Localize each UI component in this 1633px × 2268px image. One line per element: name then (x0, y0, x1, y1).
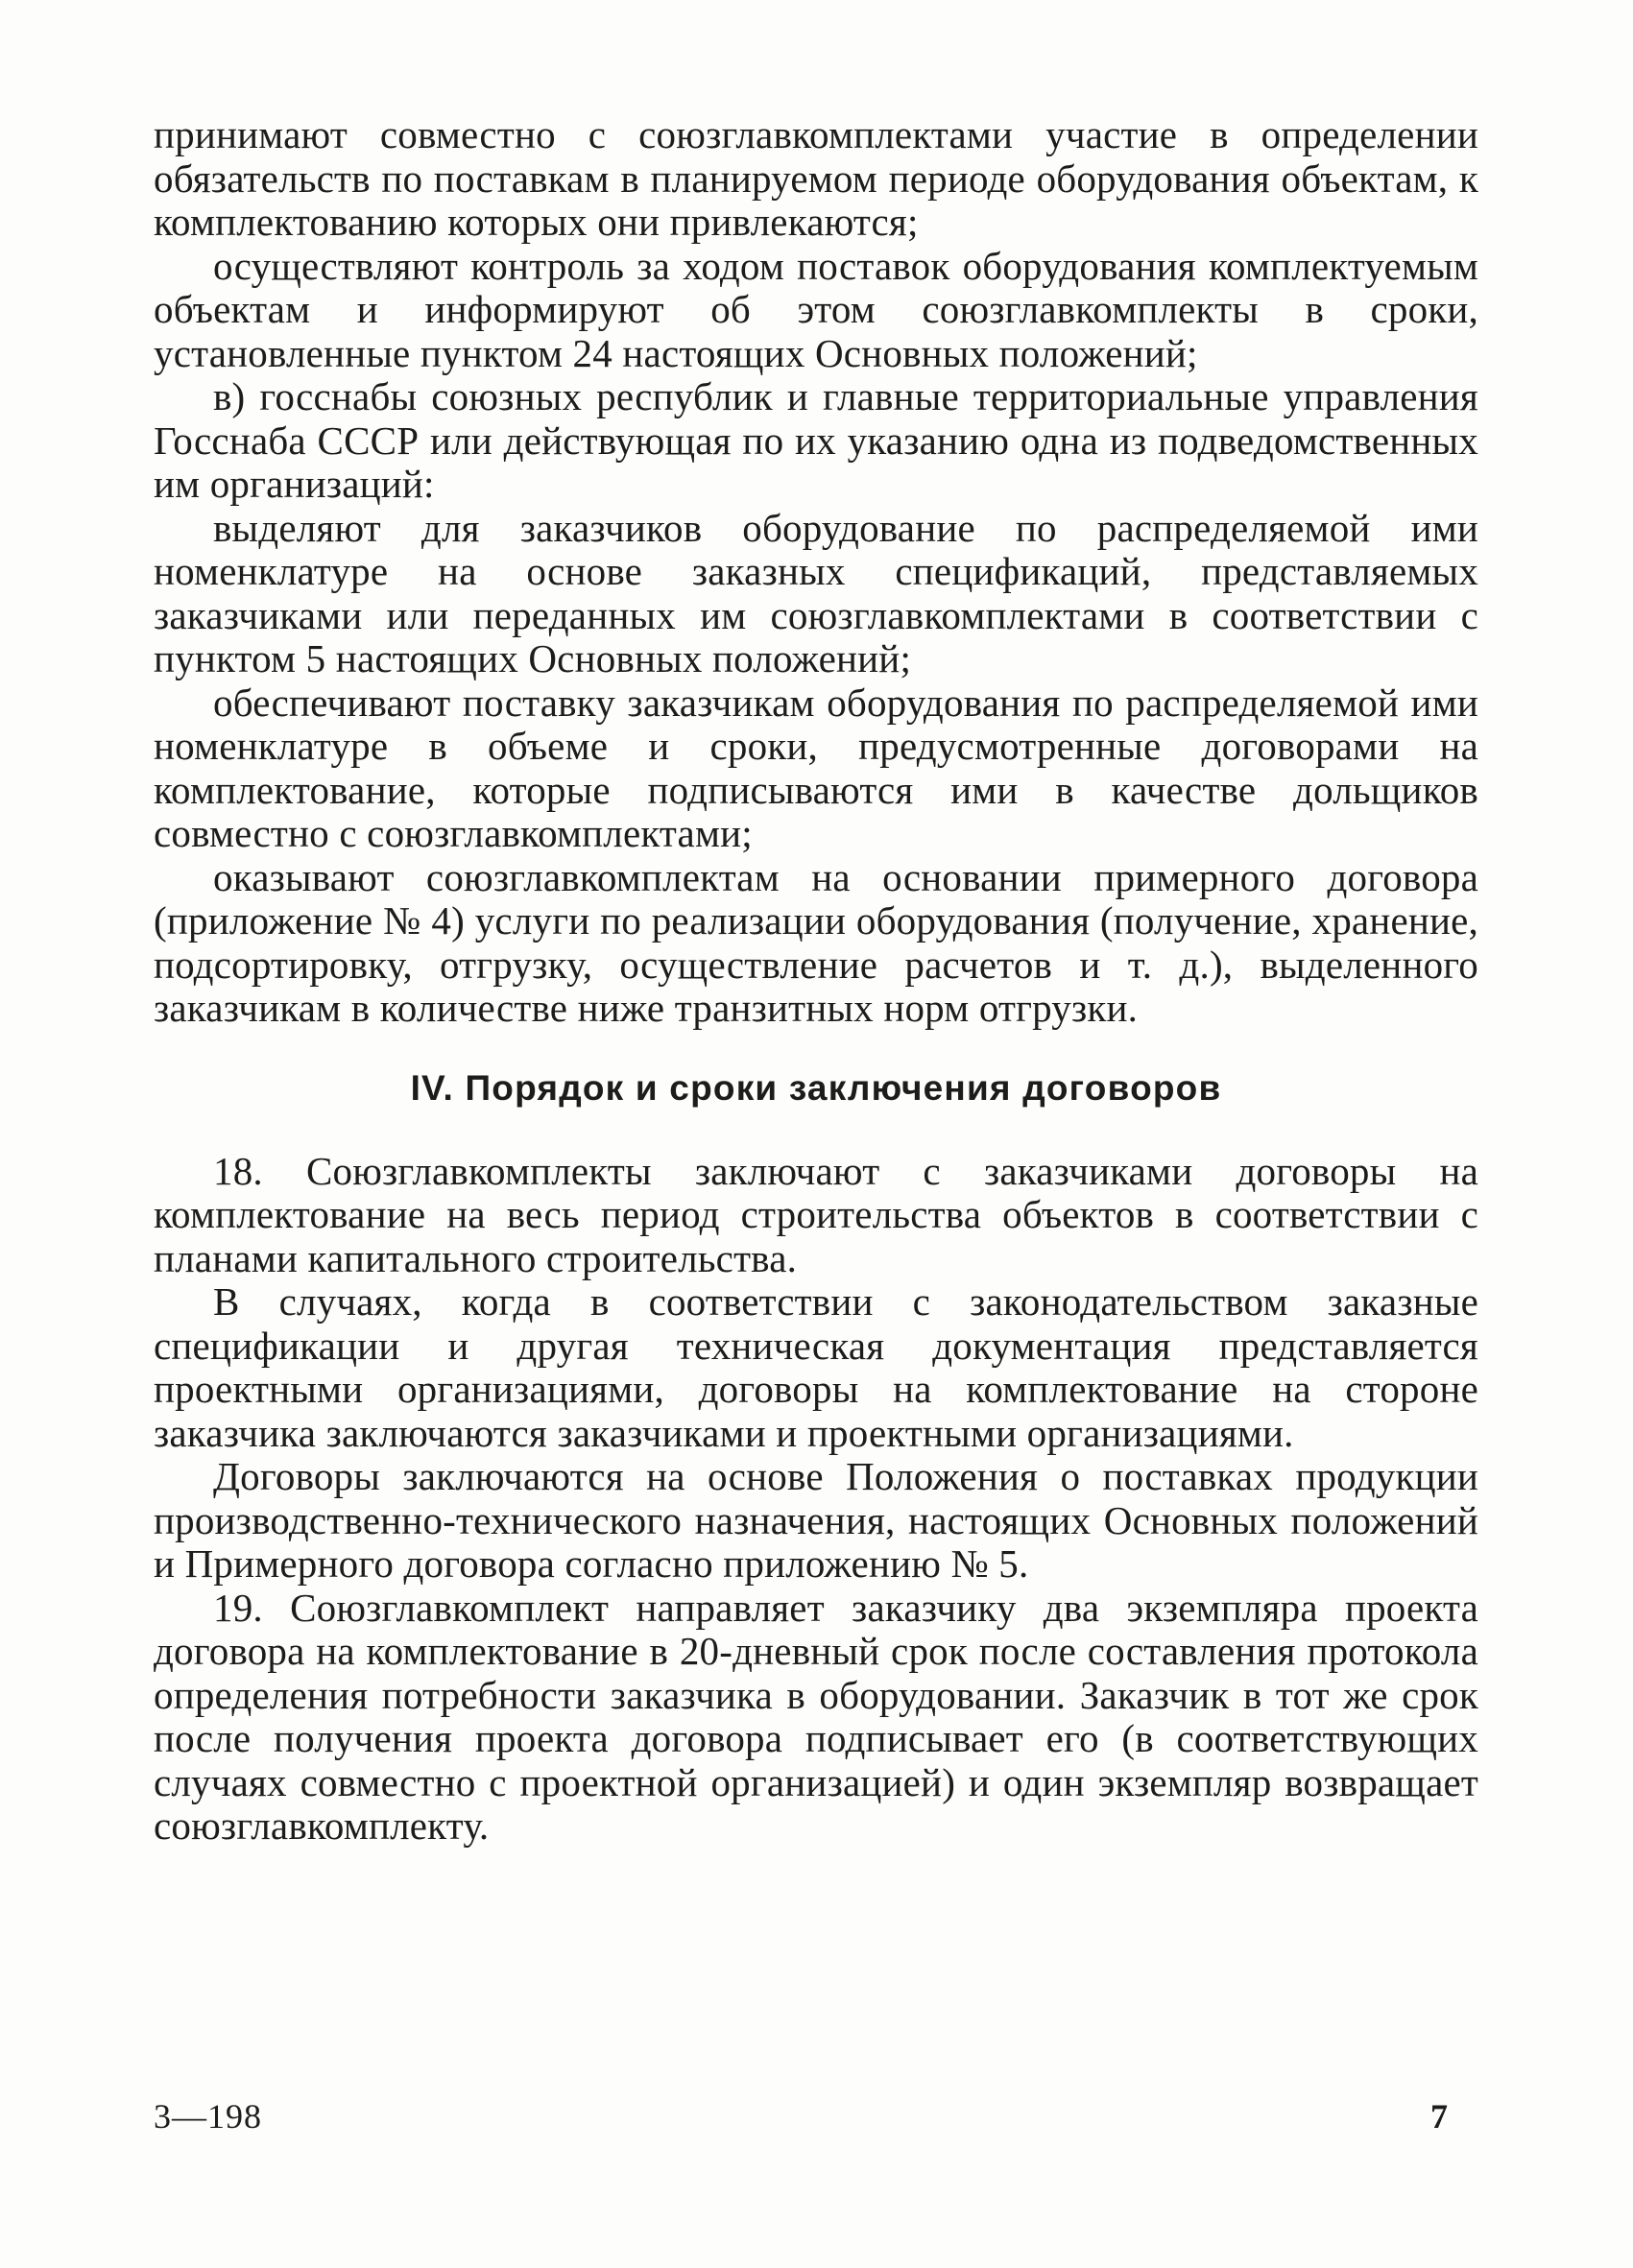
paragraph-ensure-supply: обеспечивают поставку заказчикам оборудования по распределяемой ими номенклатуре в объеме и сроки, предусмотренные договорами на комплектование, которые подписываются ими в качестве дольщиков совместно с союзглавкомплектами; (154, 680, 1478, 855)
page-number: 7 (1430, 2097, 1448, 2136)
paragraph-cases: В случаях, когда в соответствии с законодательством заказные спецификации и другая техническая документация представляется проектными организациями, договоры на комплектование на стороне заказчика заключаются заказчиками и проектными организациями. (154, 1279, 1478, 1455)
printer-signature: 3—198 (154, 2097, 262, 2136)
page-footer (154, 2092, 1478, 2140)
section-heading: IV. Порядок и сроки заключения договоров (410, 1067, 1222, 1108)
page-body (154, 113, 1478, 1849)
paragraph-allocate: выделяют для заказчиков оборудование по распределяемой ими номенклатуре на основе заказных спецификаций, представляемых заказчиками или переданных им союзглавкомплектами в соответствии с пунктом 5 настоящих Основных положений; (154, 505, 1478, 680)
paragraph-control: осуществляют контроль за ходом поставок оборудования комплектуемым объектам и информируют об этом союзглавкомплекты в сроки, установленные пунктом 24 настоящих Основных положений; (154, 243, 1478, 375)
paragraph-clause-19: 19. Союзглавкомплект направляет заказчику два экземпляра проекта договора на комплектование в 20-дневный срок после составления протокола определения потребности заказчика в оборудовании. Заказчик в тот же срок после получения проекта договора подписывает его (в соответствующих случаях совместно с проектной организацией) и один экземпляр возвращает союзглавкомплекту. (154, 1585, 1478, 1848)
paragraph-basis: Договоры заключаются на основе Положения о поставках продукции производственно-технического назначения, настоящих Основных положений и Примерного договора согласно приложению № 5. (154, 1454, 1478, 1586)
paragraph-item-v: в) госснабы союзных республик и главные территориальные управления Госснаба СССР или действующая по их указанию одна из подведомственных им организаций: (154, 374, 1478, 506)
paragraph-continuation: принимают совместно с союзглавкомплектами участие в определении обязательств по поставкам в планируемом периоде оборудования объектам, к комплектованию которых они привлекаются; (154, 112, 1478, 244)
paragraph-provide-services: оказывают союзглавкомплектам на основании примерного договора (приложение № 4) услуги по реализации оборудования (получение, хранение, подсортировку, отгрузку, осуществление расчетов и т. д.), выделенного заказчикам в количестве ниже транзитных норм отгрузки. (154, 854, 1478, 1030)
paragraph-clause-18: 18. Союзглавкомплекты заключают с заказчиками договоры на комплектование на весь период строительства объектов в соответствии с планами капитального строительства. (154, 1148, 1478, 1280)
